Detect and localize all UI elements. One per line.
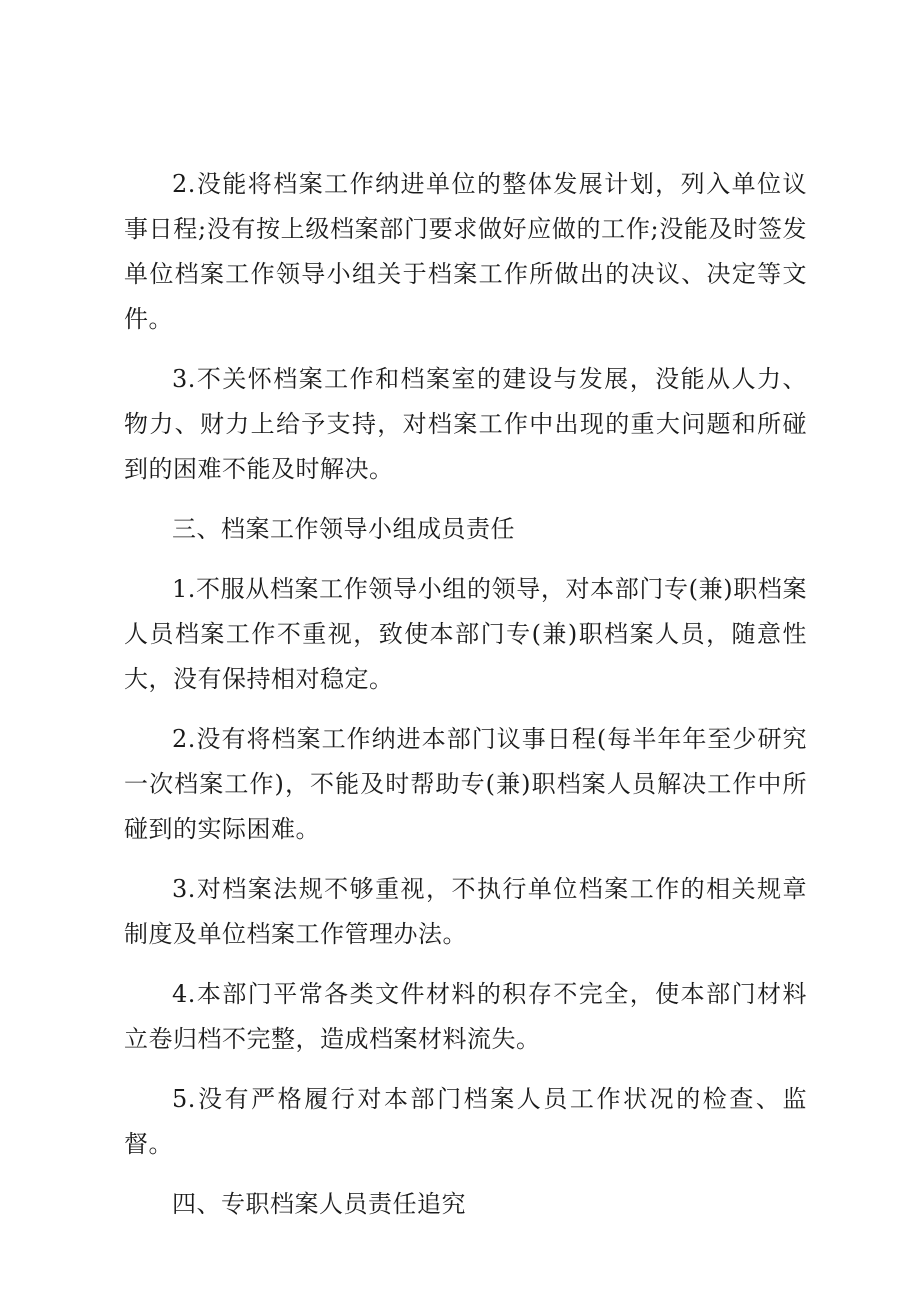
paragraph-item-4: 4.本部门平常各类文件材料的积存不完全，使本部门材料立卷归档不完整，造成档案材料流失。 (124, 980, 807, 1053)
document-body (124, 162, 807, 1242)
section-heading-3: 三、档案工作领导小组成员责任 (172, 515, 515, 543)
paragraph-item-5: 5.没有严格履行对本部门档案人员工作状况的检查、监督。 (124, 1085, 807, 1158)
paragraph-item-2: 2.没能将档案工作纳进单位的整体发展计划，列入单位议事日程;没有按上级档案部门要求做好应做的工作;没能及时签发单位档案工作领导小组关于档案工作所做出的决议、决定等文件。 (124, 170, 807, 333)
paragraph-item-1: 1.不服从档案工作领导小组的领导，对本部门专(兼)职档案人员档案工作不重视，致使本部门专(兼)职档案人员，随意性大，没有保持相对稳定。 (124, 575, 807, 693)
section-heading-4: 四、专职档案人员责任追究 (172, 1190, 466, 1218)
paragraph-item-2: 2.没有将档案工作纳进本部门议事日程(每半年年至少研究一次档案工作)，不能及时帮助专(兼)职档案人员解决工作中所碰到的实际困难。 (124, 725, 807, 843)
paragraph-item-3: 3.对档案法规不够重视，不执行单位档案工作的相关规章制度及单位档案工作管理办法。 (124, 875, 807, 948)
paragraph-item-3: 3.不关怀档案工作和档案室的建设与发展，没能从人力、物力、财力上给予支持，对档案工作中出现的重大问题和所碰到的困难不能及时解决。 (124, 365, 807, 483)
